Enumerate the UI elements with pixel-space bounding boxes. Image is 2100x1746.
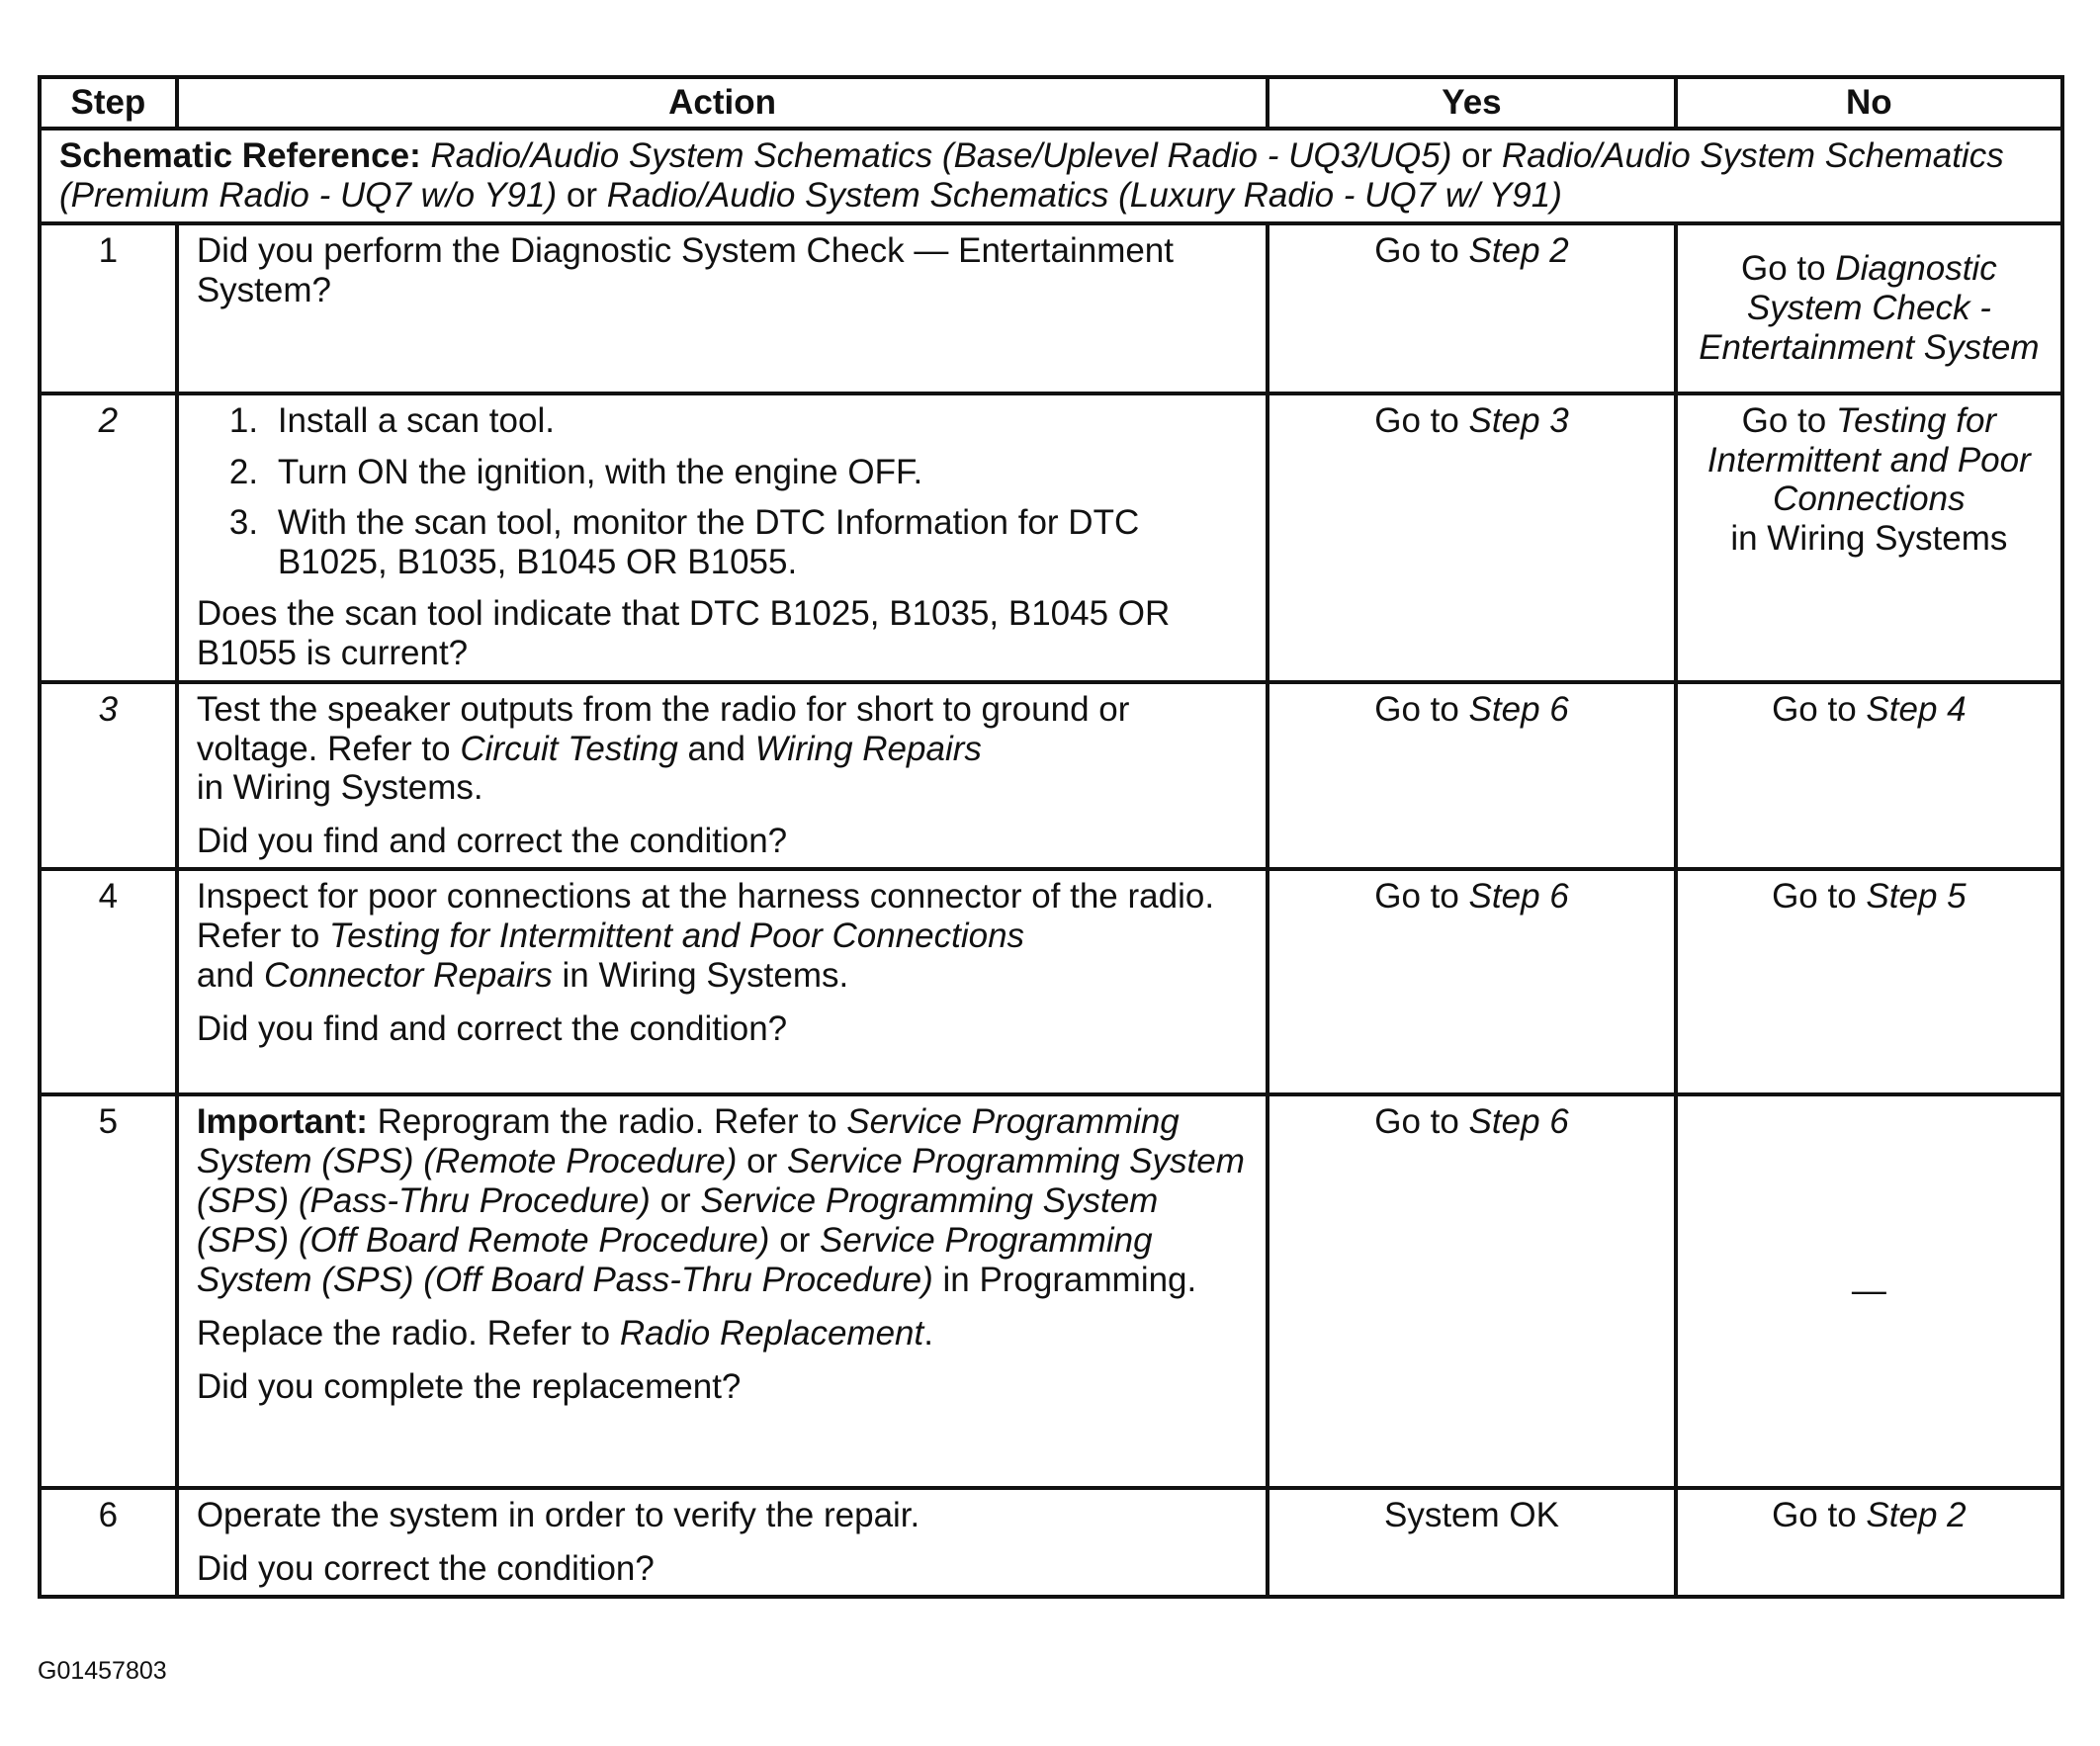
action-suffix: in Wiring Systems. <box>196 768 483 808</box>
action-question: Did you complete the replacement? <box>196 1366 742 1406</box>
no-prefix: Go to <box>1772 689 1867 729</box>
action-and: and <box>196 956 264 996</box>
list-item: 3. With the scan tool, monitor the DTC Information for DTC B1025, B1035, B1045 OR B1055. <box>268 503 1248 582</box>
action-text <box>197 877 1248 996</box>
no-cell <box>1676 682 2062 870</box>
action-cell <box>177 1094 1268 1488</box>
action-cell <box>177 393 1268 682</box>
action-question: Did you find and correct the condition? <box>196 822 788 861</box>
no-link[interactable]: Testing for Intermittent and Poor Connections <box>1706 400 2031 519</box>
yes-cell <box>1268 393 1675 682</box>
no-cell <box>1676 1094 2062 1488</box>
action-text <box>197 690 1248 809</box>
action-cell <box>177 869 1268 1094</box>
header-action: Action <box>177 77 1268 129</box>
table-row-step-4 <box>40 869 2062 1094</box>
schematic-link-base[interactable]: Radio/Audio System Schematics (Base/Uplevel Radio - UQ3/UQ5) <box>430 135 1452 175</box>
yes-prefix: Go to <box>1374 400 1469 440</box>
action-question: Does the scan tool indicate that DTC B1025, B1035, B1045 OR B1055 is current? <box>196 594 1171 673</box>
schematic-or-1: or <box>1451 135 1502 175</box>
important-label: Important: <box>196 1102 368 1142</box>
sps-remote-link[interactable]: Service Programming System (SPS) (Remote Procedure) <box>196 1102 1180 1181</box>
schematic-link-luxury[interactable]: Radio/Audio System Schematics (Luxury Radio - UQ7 w/ Y91) <box>606 175 1562 215</box>
no-suffix: in Wiring Systems <box>1730 519 2008 559</box>
action-text-part: Inspect for poor connections at the harness connector of the radio. Refer to <box>196 877 1215 956</box>
yes-cell <box>1268 1488 1675 1597</box>
connector-repairs-link[interactable]: Connector Repairs <box>263 956 553 996</box>
or-text: or <box>650 1181 701 1221</box>
action-cell <box>177 223 1268 393</box>
header-yes: Yes <box>1268 77 1675 129</box>
or-text: or <box>737 1142 787 1181</box>
step-number: 4 <box>40 869 177 1094</box>
no-link[interactable]: Step 5 <box>1866 877 1967 917</box>
no-dash: — <box>1851 1271 1886 1311</box>
circuit-testing-link[interactable]: Circuit Testing <box>460 729 678 768</box>
action-question: Did you correct the condition? <box>196 1549 655 1589</box>
no-link[interactable]: Step 2 <box>1866 1496 1967 1535</box>
radio-replacement-link[interactable]: Radio Replacement <box>619 1313 924 1353</box>
action-list <box>197 401 1248 583</box>
yes-link[interactable]: Step 3 <box>1468 400 1569 440</box>
action-suffix: in Wiring Systems. <box>552 956 849 996</box>
action-and: and <box>677 729 755 768</box>
yes-prefix: Go to <box>1374 1102 1469 1142</box>
sps-off-board-pass-thru-link[interactable]: Service Programming System (SPS) (Off Board Pass-Thru Procedure) <box>196 1220 1153 1299</box>
sps-off-board-remote-link[interactable]: Service Programming System (SPS) (Off Board Remote Procedure) <box>196 1181 1159 1260</box>
step-number: 6 <box>40 1488 177 1597</box>
important-note <box>197 1102 1248 1299</box>
yes-cell <box>1268 223 1675 393</box>
step-number: 5 <box>40 1094 177 1488</box>
replace-period: . <box>923 1313 933 1353</box>
yes-link[interactable]: Step 6 <box>1468 689 1569 729</box>
table-row-step-1 <box>40 223 2062 393</box>
action-cell <box>177 1488 1268 1597</box>
no-cell <box>1676 393 2062 682</box>
header-row <box>40 77 2062 129</box>
action-question: Did you find and correct the condition? <box>196 1008 788 1048</box>
sps-pass-thru-link[interactable]: Service Programming System (SPS) (Pass-Thru Procedure) <box>196 1142 1245 1221</box>
header-no: No <box>1676 77 2062 129</box>
schematic-link-premium[interactable]: Radio/Audio System Schematics (Premium Radio - UQ7 w/o Y91) <box>59 135 2004 215</box>
schematic-reference <box>40 129 2062 223</box>
replace-instruction <box>197 1314 1248 1353</box>
table-row-step-6 <box>40 1488 2062 1597</box>
yes-prefix: Go to <box>1374 230 1469 270</box>
table-row-step-3 <box>40 682 2062 870</box>
action-text: Did you perform the Diagnostic System Check — Entertainment System? <box>196 230 1174 309</box>
no-link[interactable]: Diagnostic System Check - Entertainment System <box>1699 248 2040 367</box>
or-text: or <box>769 1220 821 1260</box>
no-prefix: Go to <box>1772 877 1867 917</box>
header-step: Step <box>40 77 177 129</box>
step-number: 2 <box>40 393 177 682</box>
diagnostic-table <box>38 75 2064 1599</box>
no-prefix: Go to <box>1741 400 1836 440</box>
no-cell <box>1676 869 2062 1094</box>
testing-intermittent-link[interactable]: Testing for Intermittent and Poor Connections <box>329 917 1025 956</box>
figure-id: G01457803 <box>38 1657 167 1685</box>
wiring-repairs-link[interactable]: Wiring Repairs <box>754 729 982 768</box>
action-text: Operate the system in order to verify the repair. <box>196 1496 920 1535</box>
no-cell <box>1676 1488 2062 1597</box>
yes-link[interactable]: Step 6 <box>1468 1102 1569 1142</box>
yes-prefix: Go to <box>1374 689 1469 729</box>
yes-prefix: Go to <box>1374 877 1469 917</box>
yes-link[interactable]: Step 6 <box>1468 877 1569 917</box>
schematic-row <box>40 129 2062 223</box>
replace-text: Replace the radio. Refer to <box>196 1313 620 1353</box>
yes-cell <box>1268 1094 1675 1488</box>
yes-cell <box>1268 869 1675 1094</box>
no-prefix: Go to <box>1772 1496 1867 1535</box>
step-number: 3 <box>40 682 177 870</box>
no-link[interactable]: Step 4 <box>1866 689 1967 729</box>
in-programming: in Programming. <box>932 1260 1197 1299</box>
yes-cell <box>1268 682 1675 870</box>
important-text: Reprogram the radio. Refer to <box>367 1102 847 1142</box>
yes-link[interactable]: Step 2 <box>1468 230 1569 270</box>
schematic-label: Schematic Reference: <box>59 135 421 175</box>
table-row-step-5 <box>40 1094 2062 1488</box>
table-row-step-2 <box>40 393 2062 682</box>
action-cell <box>177 682 1268 870</box>
list-item: 1. Install a scan tool. <box>268 401 1248 441</box>
no-cell <box>1676 223 2062 393</box>
no-prefix: Go to <box>1740 248 1836 288</box>
yes-text: System OK <box>1383 1496 1559 1535</box>
list-item: 2. Turn ON the ignition, with the engine OFF. <box>268 453 1248 492</box>
step-number: 1 <box>40 223 177 393</box>
action-text-part: Test the speaker outputs from the radio for short to ground or voltage. Refer to <box>196 689 1130 768</box>
schematic-or-2: or <box>557 175 607 215</box>
